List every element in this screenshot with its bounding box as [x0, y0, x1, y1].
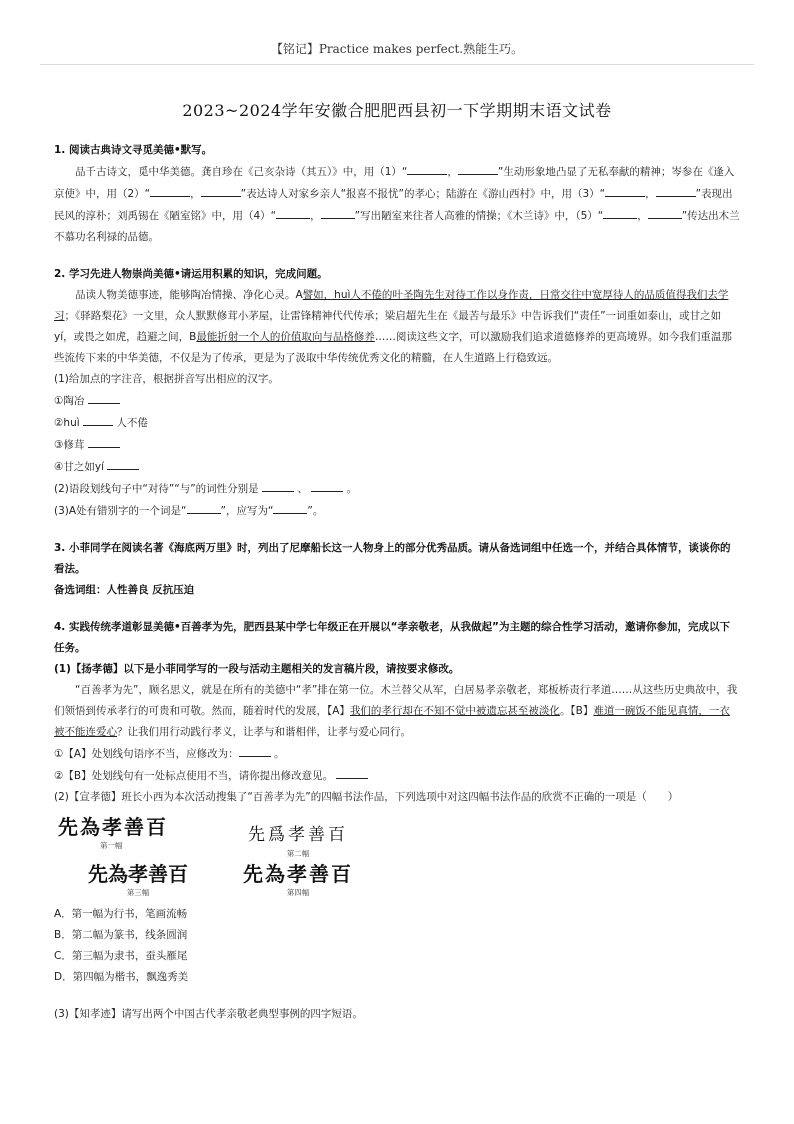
q2-item-4: ④甘之如yí: [54, 456, 740, 478]
calligraphy-samples: [58, 814, 388, 900]
q1-text-7: ”表现出民风的淳朴；刘禹锡在《陋室铭》中，用（4）“: [54, 188, 733, 222]
q2-sub1: (1)给加点的字注音，根据拼音写出相应的汉字。: [54, 373, 279, 385]
blank-3a[interactable]: [605, 183, 645, 197]
blank-q2-7[interactable]: [187, 500, 221, 514]
calligraphy-sample-3: [58, 861, 218, 898]
question-1: [54, 140, 740, 248]
question-4-heading: 4. 实践传统孝道彰显美德•百善孝为先，肥西县某中学七年级正在开展以“孝亲敬老，从我做起”为主题的综合性学习活动，邀请你参加，完成以下任务。: [54, 621, 730, 654]
question-4: [54, 617, 740, 1025]
q2-sub3: (3)A处有错别字的一个词是“ ”，应写为“ ”。: [54, 500, 740, 522]
q4-item-b: ②【B】处划线句有一处标点使用不当，请你提出修改意见。: [54, 765, 740, 787]
q1-text-6: ，: [645, 188, 656, 200]
question-1-heading: 1. 阅读古典诗文寻觅美德•默写。: [54, 144, 213, 156]
exam-content: [54, 140, 740, 1025]
q4-sub1-heading: (1)【扬孝德】以下是小菲同学写的一段与活动主题相关的发言稿片段，请按要求修改。: [54, 663, 460, 675]
calligraphy-sample-2-caption: 第二幅: [286, 849, 310, 858]
choice-b[interactable]: B．第二幅为篆书，线条圆润: [54, 929, 188, 941]
calligraphy-sample-4-text: 先為孝善百: [243, 862, 353, 886]
blank-q2-4[interactable]: [107, 456, 139, 470]
q1-text-4: ，: [190, 188, 201, 200]
blank-3b[interactable]: [656, 183, 696, 197]
blank-1a[interactable]: [407, 161, 447, 175]
header-divider: [40, 64, 754, 65]
q1-text-2: ，: [447, 166, 458, 178]
blank-q4-a[interactable]: [239, 743, 271, 757]
choice-c[interactable]: C．第三幅为隶书，蚕头雁尾: [54, 950, 188, 962]
q4-speech-passage: “百善孝为先”，顾名思义，就是在所有的美德中“孝”排在第一位。木兰替父从军，白居易孝亲敬老，郑板桥责行孝道……从这些历史典故中，我们领悟到传承孝行的可贵和可敬。然而，随着时代的发展，【A】我们的孝行却在不知不觉中被遗忘甚至被淡化。【B】难道一碗饭不能见真情，一衣被不能连爱心？让我们用行动践行孝义，让孝与和谐相伴，让孝与爱心同行。: [54, 684, 738, 738]
calligraphy-sample-1-text: 先為孝善百: [58, 815, 168, 839]
header-motto: 【铭记】Practice makes perfect.熟能生巧。: [270, 42, 524, 56]
q1-text-11: ”传达出木兰不慕功名利禄的品德。: [54, 210, 740, 243]
page-title: 2023~2024学年安徽合肥肥西县初一下学期期末语文试卷: [182, 101, 612, 120]
choice-d[interactable]: D．第四幅为楷书，飘逸秀美: [54, 971, 189, 983]
q1-text-10: ，: [637, 210, 648, 222]
question-2: [54, 264, 740, 522]
blank-1b[interactable]: [458, 161, 498, 175]
question-2-passage: [54, 285, 740, 369]
blank-2b[interactable]: [201, 183, 241, 197]
question-1-paragraph: [54, 161, 740, 248]
blank-4b[interactable]: [321, 205, 355, 219]
calligraphy-sample-3-text: 先為孝善百: [88, 862, 188, 886]
calligraphy-sample-2: [218, 814, 378, 859]
calligraphy-sample-3-caption: 第三幅: [126, 888, 150, 897]
q1-text-5: ”表达诗人对家乡亲人“报喜不报忧”的孝心；陆游在《游山西村》中，用（3）“: [240, 188, 606, 200]
q4-item-a: ①【A】处划线句语序不当，应修改为： 。: [54, 743, 740, 765]
calligraphy-sample-4: [218, 861, 378, 898]
q1-text-1: 品千古诗文，觅中华美德。龚自珍在《己亥杂诗（其五）》中，用（1）“: [75, 166, 408, 178]
question-3-options: 备选词组：人性善良 反抗压迫: [54, 584, 195, 596]
blank-4a[interactable]: [276, 205, 310, 219]
question-2-heading: 2. 学习先进人物崇尚美德•请运用积累的知识，完成问题。: [54, 268, 328, 280]
blank-q2-1[interactable]: [88, 390, 120, 404]
question-3: [54, 538, 740, 601]
blank-q4-b[interactable]: [336, 765, 368, 779]
blank-q2-5[interactable]: [262, 478, 294, 492]
q2-passage-a: 品读人物美德事迹，能够陶冶情操、净化心灵。A: [75, 289, 303, 301]
calligraphy-sample-1-caption: 第一幅: [100, 841, 123, 850]
blank-5a[interactable]: [603, 205, 637, 219]
choice-a[interactable]: A．第一幅为行书，笔画流畅: [54, 908, 188, 920]
q4-underlined-sentence-b: 难道一碗饭不能见真情，一衣被不能连爱心: [54, 705, 730, 738]
q4-sub3: (3)【知孝迹】请写出两个中国古代孝亲敬老典型事例的四字短语。: [54, 1008, 363, 1020]
blank-q2-2[interactable]: [83, 412, 113, 426]
q2-sub2: (2)语段划线句子中“对待”“与”的词性分别是 、 。: [54, 478, 740, 500]
q1-text-3: ”生动形象地凸显了无私奉献的精神；岑参在《逢入京使》中，用（2）“: [54, 166, 735, 200]
blank-5b[interactable]: [648, 205, 682, 219]
q2-passage-c: ……阅读这些文字，可以激励我们追求道德修养的更高境界。如今我们重温那些流传下来的中华美德，不仅是为了传承，更是为了汲取中华传统优秀文化的精髓，在人生道路上行稳致远。: [54, 331, 732, 364]
q4-underlined-sentence-a: 我们的孝行却在不知不觉中被遗忘甚至被淡化: [349, 705, 560, 717]
blank-q2-6[interactable]: [311, 478, 343, 492]
q2-underlined-sentence-a: 譬如，huì人不倦的叶圣陶先生对待工作以身作责，日常交往中宽厚待人的品质值得我们去学习: [54, 289, 729, 322]
q2-passage-b: ；《驿路梨花》一文里，众人默默修茸小茅屋，让雷锋精神代代传承；梁启超先生在《最苦与最乐》中告诉我们“责任”一词重如泰山，或甘之如yí，或畏之如虎，趋避之间，B: [54, 310, 722, 343]
calligraphy-sample-4-caption: 第四幅: [286, 888, 310, 897]
q2-item-3: ③修茸: [54, 434, 740, 456]
q2-item-1: ①陶冶: [54, 390, 740, 412]
q1-text-9: ”写出陋室来往者人高雅的情操；《木兰诗》中，（5）“: [354, 210, 604, 222]
question-3-heading: 3. 小菲同学在阅读名著《海底两万里》时，列出了尼摩船长这一人物身上的部分优秀品质。请从备选词组中任选一个，并结合具体情节，谈谈你的看法。: [54, 542, 731, 575]
q2-item-2: ②huì 人不倦: [54, 412, 740, 434]
q4-sub2: (2)【宣孝德】班长小西为本次活动搜集了“百善孝为先”的四幅书法作品，下列选项中对这四幅书法作品的欣赏不正确的一项是（ ）: [54, 791, 679, 803]
q2-underlined-sentence-b: 最能折射一个人的价值取向与品格修养: [196, 331, 375, 343]
blank-q2-3[interactable]: [88, 434, 120, 448]
q1-text-8: ，: [310, 210, 321, 222]
blank-2a[interactable]: [150, 183, 190, 197]
calligraphy-sample-1: [58, 814, 218, 859]
calligraphy-sample-2-text: 先爲孝善百: [248, 825, 348, 845]
blank-q2-8[interactable]: [273, 500, 307, 514]
